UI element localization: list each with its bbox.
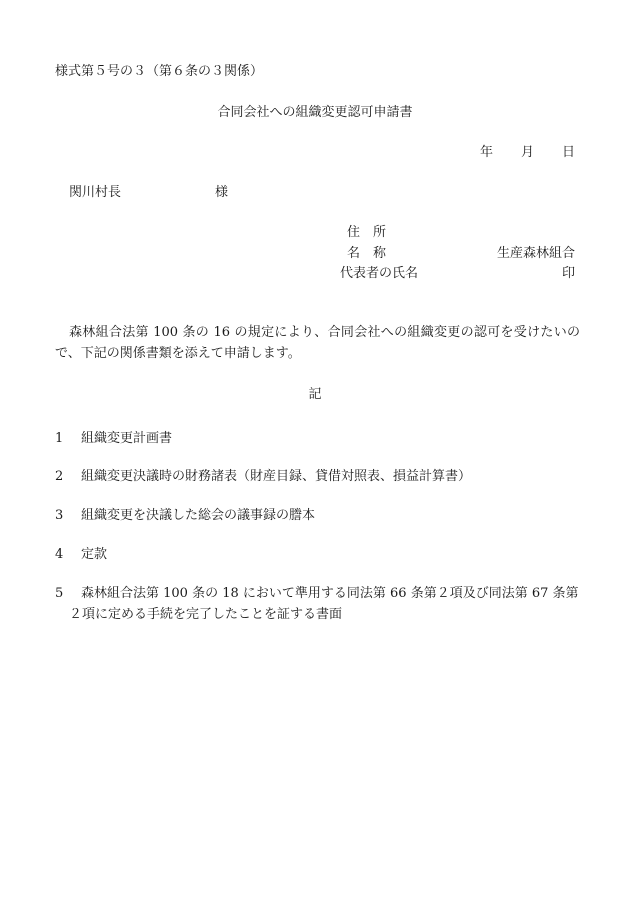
list-item-text: 組織変更決議時の財務諸表（財産目録、貸借対照表、損益計算書） [81, 469, 472, 484]
list-item-number: 5 [55, 586, 64, 601]
document-title: 合同会社への組織変更認可申請書 [217, 105, 413, 120]
date-year: 年 [480, 145, 494, 160]
applicant-name-value: 生産森林組合 [496, 246, 575, 261]
list-item-text: 森林組合法第 100 条の 18 において準用する同法第 66 条第２項及び同法第 67 条第 [81, 586, 579, 601]
addressee-name: 関川村長 [69, 185, 122, 200]
date-month: 月 [521, 145, 535, 160]
list-item-number: 2 [55, 469, 64, 484]
addressee-suffix: 様 [215, 185, 229, 200]
list-item-number: 3 [55, 508, 64, 523]
list-item-number: 4 [55, 547, 64, 562]
list-item-text: 組織変更を決議した総会の議事録の謄本 [81, 508, 316, 523]
list-item-number: 1 [55, 431, 64, 446]
applicant-name-label: 名 称 [347, 246, 387, 261]
list-item [55, 428, 580, 449]
date-line [480, 145, 575, 161]
list-item-text: 組織変更計画書 [81, 431, 173, 446]
list-item-text: 定款 [81, 547, 108, 562]
date-day: 日 [562, 145, 576, 160]
form-number: 様式第５号の３（第６条の３関係） [55, 64, 264, 79]
record-heading: 記 [308, 387, 322, 402]
body-paragraph: 森林組合法第 100 条の 16 の規定により、合同会社への組織変更の認可を受けたいので、下記の関係書類を添えて申請します。 [55, 325, 580, 361]
applicant-address-label: 住 所 [347, 225, 387, 240]
list-item [55, 583, 580, 625]
list-item-text-continuation: ２項に定める手続を完了したことを証する書面 [69, 607, 343, 622]
list-item [55, 505, 580, 526]
list-item [55, 544, 580, 565]
applicant-representative-label: 代表者の氏名 [340, 266, 419, 281]
applicant-seal: 印 [561, 266, 575, 281]
list-item [55, 466, 580, 487]
